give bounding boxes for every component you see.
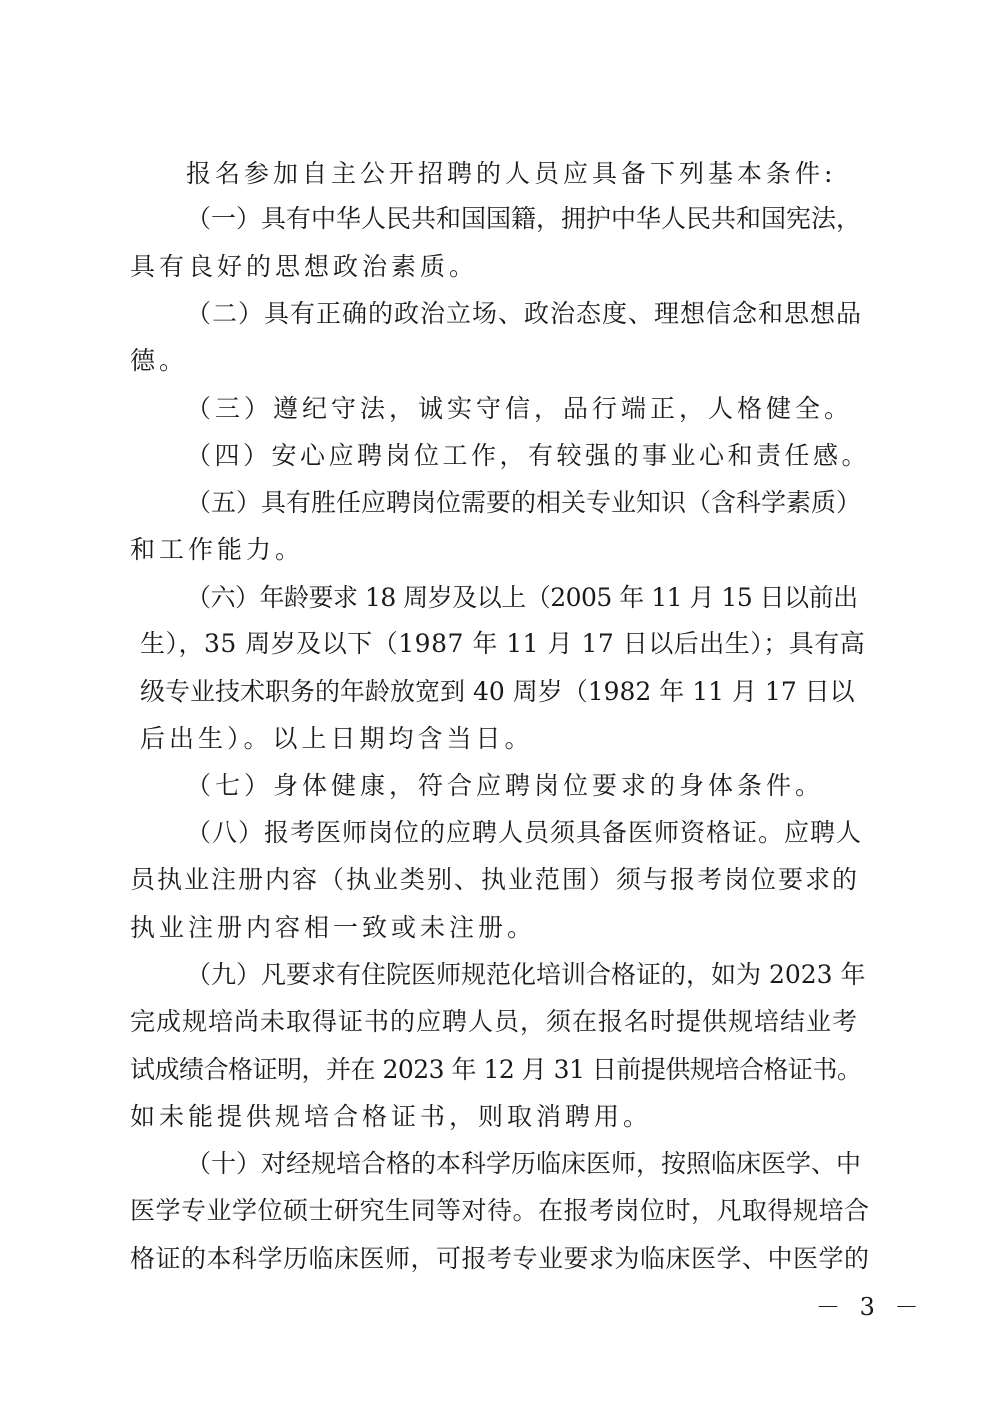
item-10-line-2: 医学专业学位硕士研究生同等对待。在报考岗位时，凡取得规培合 [130,1196,870,1225]
item-3-line: （三）遵纪守法，诚实守信，品行端正，人格健全。 [186,394,854,423]
item-10-line-1: （十）对经规培合格的本科学历临床医师，按照临床医学、中 [186,1149,862,1178]
item-6-line-4: 后出生）。以上日期均含当日。 [140,724,534,753]
item-9-line-1: （九）凡要求有住院医师规范化培训合格证的，如为 2023 年 [186,960,866,989]
item-10-line-3: 格证的本科学历临床医师，可报考专业要求为临床医学、中医学的 [130,1244,870,1273]
item-4-line: （四）安心应聘岗位工作，有较强的事业心和责任感。 [186,441,871,470]
item-2-line-2: 德。 [130,346,189,375]
intro-line: 报名参加自主公开招聘的人员应具备下列基本条件: [186,159,837,188]
item-9-line-3: 试成绩合格证明，并在 2023 年 12 月 31 日前提供规培合格证书。 [130,1055,862,1084]
item-8-line-2: 员执业注册内容（执业类别、执业范围）须与报考岗位要求的 [130,865,860,894]
item-2-line-1: （二）具有正确的政治立场、政治态度、理想信念和思想品 [186,299,863,328]
item-7-line: （七）身体健康，符合应聘岗位要求的身体条件。 [186,771,825,800]
item-6-line-2: 生），35 周岁及以下（1987 年 11 月 17 日以后出生）；具有高 [140,629,866,658]
item-6-line-1: （六）年龄要求 18 周岁及以上（2005 年 11 月 15 日以前出 [186,583,858,612]
item-8-line-3: 执业注册内容相一致或未注册。 [130,913,537,942]
item-5-line-1: （五）具有胜任应聘岗位需要的相关专业知识（含科学素质） [186,488,862,517]
item-6-line-3: 级专业技术职务的年龄放宽到 40 周岁（1982 年 11 月 17 日以 [140,677,855,706]
item-9-line-2: 完成规培尚未取得证书的应聘人员，须在报名时提供规培结业考 [130,1007,859,1036]
page-number: － 3 － [816,1293,925,1321]
item-5-line-2: 和工作能力。 [130,535,305,564]
item-1-line-1: （一）具有中华人民共和国国籍，拥护中华人民共和国宪法， [186,204,862,233]
item-8-line-1: （八）报考医师岗位的应聘人员须具备医师资格证。应聘人 [186,818,863,847]
item-9-line-4: 如未能提供规培合格证书，则取消聘用。 [130,1102,653,1131]
item-1-line-2: 具有良好的思想政治素质。 [130,252,479,281]
